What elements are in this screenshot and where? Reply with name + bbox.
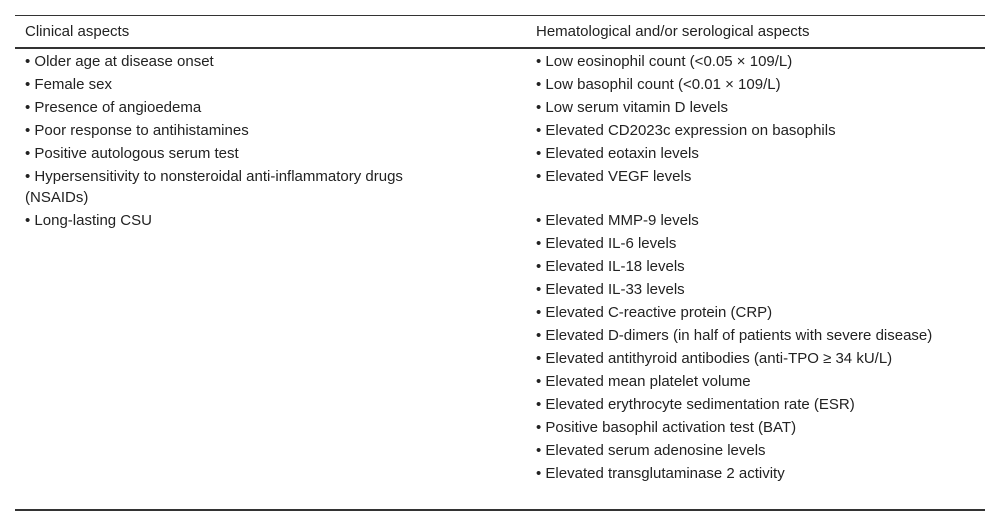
clinical-item: • Long-lasting CSU [25, 212, 152, 229]
header-clinical-aspects: Clinical aspects [25, 23, 130, 40]
hematological-item: • Elevated mean platelet volume [536, 373, 751, 390]
hematological-item: • Elevated D-dimers (in half of patients with severe disease) [536, 327, 933, 344]
table-bottom-rule [15, 509, 985, 511]
hematological-column [536, 51, 976, 486]
hematological-item: • Elevated serum adenosine levels [536, 442, 766, 459]
hematological-item: • Elevated IL-6 levels [536, 235, 677, 252]
hematological-item: • Elevated VEGF levels [536, 168, 692, 185]
clinical-item: • Older age at disease onset [25, 53, 214, 70]
hematological-item: • Elevated transglutaminase 2 activity [536, 465, 785, 482]
clinical-item: • Female sex [25, 76, 112, 93]
hematological-item: • Elevated MMP-9 levels [536, 212, 699, 229]
header-hematological-aspects: Hematological and/or serological aspects [536, 23, 810, 40]
clinical-item: • Positive autologous serum test [25, 145, 239, 162]
hematological-item: • Elevated C-reactive protein (CRP) [536, 304, 773, 321]
hematological-item: • Low basophil count (<0.01 × 109/L) [536, 76, 781, 93]
hematological-item: • Positive basophil activation test (BAT) [536, 419, 797, 436]
table-header-row [0, 15, 1000, 47]
hematological-item: • Low serum vitamin D levels [536, 99, 728, 116]
table-header-rule [15, 47, 985, 49]
hematological-item: • Elevated CD2023c expression on basophils [536, 122, 836, 139]
hematological-item: • Elevated eotaxin levels [536, 145, 699, 162]
hematological-item: • Elevated IL-18 levels [536, 258, 685, 275]
clinical-item: • Presence of angioedema [25, 99, 202, 116]
hematological-item: • Elevated antithyroid antibodies (anti-TPO ≥ 34 kU/L) [536, 350, 893, 367]
clinical-item: • Hypersensitivity to nonsteroidal anti-inflammatory drugs (NSAIDs) [25, 168, 403, 206]
hematological-item: • Low eosinophil count (<0.05 × 109/L) [536, 53, 793, 70]
hematological-item: • Elevated erythrocyte sedimentation rate (ESR) [536, 396, 855, 413]
hematological-item: • Elevated IL-33 levels [536, 281, 685, 298]
clinical-item: • Poor response to antihistamines [25, 122, 249, 139]
clinical-column [25, 51, 495, 233]
